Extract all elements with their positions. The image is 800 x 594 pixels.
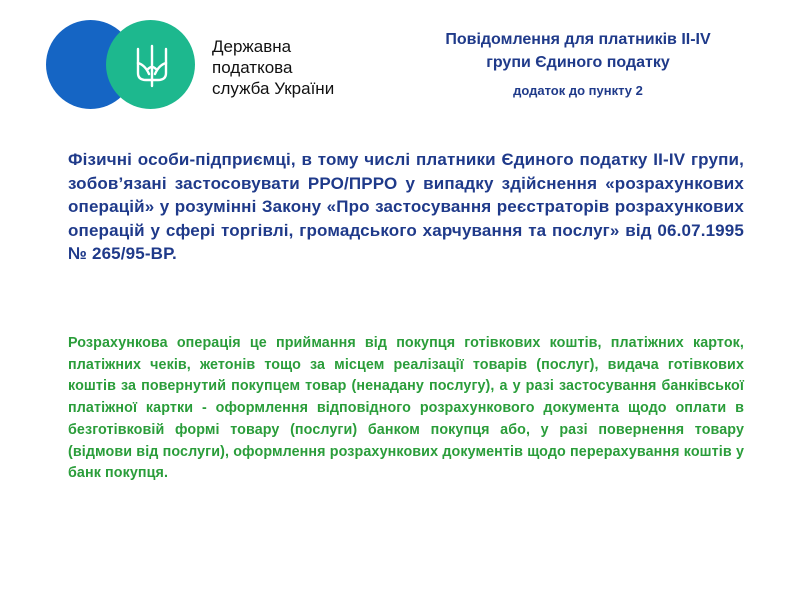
org-name-line: Державна [212, 37, 292, 56]
org-name-line: податкова [212, 58, 293, 77]
definition-paragraph: Розрахункова операція це приймання від покупця готівкових коштів, платіжних карток, платіжних чеків, жетонів тощо за місцем реалізації товарів (послуг), видача готівкових коштів за повернутий покупцем товар (ненадану послугу), а у разі застосування банківської платіжної картки - оформлення відповідного розрахункового документа щодо оплати в безготівковій формі товару (послуги) банком покупця або, у разі повернення товару (відмови від послуги), оформлення розрахункових документів щодо перерахування коштів у банк покупця. [68, 335, 744, 482]
org-name [212, 36, 334, 99]
notice-subtitle: додаток до пункту 2 [513, 83, 643, 98]
trident-icon [132, 43, 172, 89]
notice-title [392, 28, 764, 74]
org-name-line: служба України [212, 79, 335, 98]
main-paragraph: Фізичні особи-підприємці, в тому числі платники Єдиного податку ІІ-ІV групи, зобов’язані застосовувати РРО/ПРРО у випадку здійснення «розрахункових операцій» у розумінні Закону «Про застосування реєстраторів розрахункових операцій у сфері торгівлі, громадського харчування та послуг» від 06.07.1995 № 265/95-ВР. [68, 150, 744, 264]
notice-title-line: групи Єдиного податку [486, 54, 670, 71]
notice-title-line: Повідомлення для платників ІІ-ІV [445, 31, 711, 48]
dps-logo [46, 20, 196, 112]
